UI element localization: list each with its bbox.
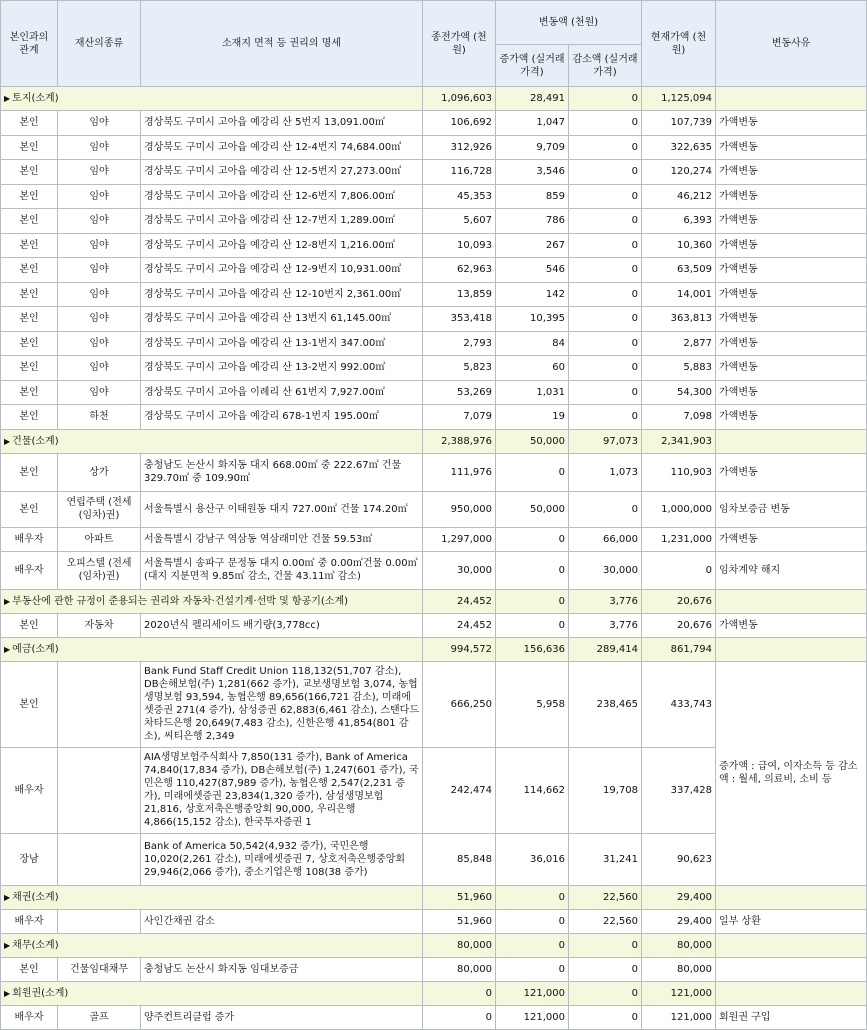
cell-prev-value: 106,692 [423,111,496,136]
cell-detail: 경상북도 구미시 고아읍 예강리 산 5번지 13,091.00㎡ [141,111,423,136]
cell-asset-kind: 임야 [58,160,141,185]
section-title-bond [1,885,423,909]
cell-prev-value: 30,000 [423,551,496,589]
table-row [1,160,867,185]
cell-relation: 본인 [1,160,58,185]
cell-inc-value: 786 [496,209,569,234]
cell-dec-value: 0 [569,1005,642,1029]
cell-prev-value: 13,859 [423,282,496,307]
cell-reason: 증가액 : 급여, 이자소득 등 감소액 : 월세, 의료비, 소비 등 [716,661,867,885]
section-title-bldg [1,429,423,453]
header-reason: 변동사유 [716,1,867,87]
cell-relation: 본인 [1,111,58,136]
cell-detail: 사인간채권 감소 [141,909,423,933]
cell-dec-value: 1,073 [569,453,642,491]
table-row [1,331,867,356]
cell-detail: 경상북도 구미시 고아읍 예강리 산 12-6번지 7,806.00㎡ [141,184,423,209]
cell-inc-value: 10,395 [496,307,569,332]
cell-reason: 가액변동 [716,160,867,185]
cell-relation: 본인 [1,331,58,356]
cell-reason: 가액변동 [716,233,867,258]
section-dec-value: 97,073 [569,429,642,453]
cell-prev-value: 5,823 [423,356,496,381]
cell-prev-value: 10,093 [423,233,496,258]
cell-detail: 경상북도 구미시 고아읍 예강리 산 12-9번지 10,931.00㎡ [141,258,423,283]
cell-dec-value: 3,776 [569,613,642,637]
cell-reason: 회원권 구입 [716,1005,867,1029]
cell-detail: 서울특별시 강남구 역삼동 역삼래미안 건물 59.53㎡ [141,527,423,551]
section-row-debt [1,933,867,957]
section-reason-cell [716,87,867,111]
cell-inc-value: 0 [496,453,569,491]
section-title-label: 부동산에 관한 규정이 준용되는 권리와 자동차·건설기계·선박 및 항공기(소계) [12,595,349,607]
cell-cur-value: 80,000 [642,957,716,981]
cell-cur-value: 63,509 [642,258,716,283]
cell-dec-value: 22,560 [569,909,642,933]
cell-cur-value: 337,428 [642,747,716,833]
cell-cur-value: 46,212 [642,184,716,209]
header-prev-value: 종전가액 (천원) [423,1,496,87]
cell-asset-kind: 하천 [58,405,141,430]
cell-detail: 충청남도 논산시 화지동 대지 668.00㎡ 중 222.67㎡ 건물 329.70㎡ 중 109.90㎡ [141,453,423,491]
section-title-label: 예금(소계) [12,643,59,655]
cell-inc-value: 0 [496,909,569,933]
cell-dec-value: 0 [569,233,642,258]
cell-cur-value: 90,623 [642,833,716,885]
cell-dec-value: 0 [569,957,642,981]
cell-dec-value: 0 [569,258,642,283]
cell-asset-kind: 임야 [58,233,141,258]
cell-relation: 본인 [1,957,58,981]
cell-detail: 충청남도 논산시 화지동 임대보증금 [141,957,423,981]
triangle-right-icon: ▶ [4,436,11,446]
cell-asset-kind: 임야 [58,209,141,234]
cell-asset-kind: 자동차 [58,613,141,637]
section-row-bldg [1,429,867,453]
cell-asset-kind: 임야 [58,307,141,332]
cell-dec-value: 0 [569,356,642,381]
cell-dec-value: 0 [569,491,642,527]
table-row [1,491,867,527]
cell-prev-value: 80,000 [423,957,496,981]
cell-dec-value: 0 [569,135,642,160]
cell-reason: 가액변동 [716,307,867,332]
cell-cur-value: 29,400 [642,909,716,933]
section-title-debt [1,933,423,957]
cell-dec-value: 0 [569,209,642,234]
cell-dec-value: 0 [569,405,642,430]
cell-inc-value: 60 [496,356,569,381]
cell-asset-kind: 임야 [58,184,141,209]
cell-relation: 본인 [1,356,58,381]
cell-prev-value: 242,474 [423,747,496,833]
cell-detail: AIA생명보험주식회사 7,850(131 증가), Bank of America 74,840(17,834 증가), DB손해보험(주) 1,247(601 증가), 국민은행 110,427(87,989 증가), 농협은행 2,547(2,231 증가), 미래에셋증권 23,834(1,320 증가), 삼성생명보험 21,816, 상호저축은행중앙회 90,000, 우리은행 4,866(15,152 감소), 한국투자증권 1 [141,747,423,833]
section-inc-value: 50,000 [496,429,569,453]
cell-relation: 본인 [1,405,58,430]
section-row-member [1,981,867,1005]
cell-detail: 양주컨트리클럽 증가 [141,1005,423,1029]
cell-inc-value: 114,662 [496,747,569,833]
cell-inc-value: 267 [496,233,569,258]
cell-prev-value: 45,353 [423,184,496,209]
section-title-label: 토지(소계) [12,93,59,104]
cell-detail: 경상북도 구미시 고아읍 예강리 산 12-8번지 1,216.00㎡ [141,233,423,258]
cell-reason: 가액변동 [716,135,867,160]
cell-dec-value: 0 [569,331,642,356]
cell-prev-value: 53,269 [423,380,496,405]
section-prev-value: 994,572 [423,637,496,661]
cell-detail: 경상북도 구미시 고아읍 예강리 산 12-5번지 27,273.00㎡ [141,160,423,185]
cell-relation: 본인 [1,135,58,160]
section-row-deposit [1,637,867,661]
cell-detail: 서울특별시 용산구 이태원동 대지 727.00㎡ 건물 174.20㎡ [141,491,423,527]
cell-relation: 배우자 [1,551,58,589]
cell-cur-value: 1,231,000 [642,527,716,551]
cell-relation: 본인 [1,380,58,405]
cell-cur-value: 1,000,000 [642,491,716,527]
section-title-vehicle [1,589,423,613]
cell-cur-value: 121,000 [642,1005,716,1029]
table-row [1,1005,867,1029]
header-detail: 소재지 면적 등 권리의 명세 [141,1,423,87]
cell-asset-kind: 골프 [58,1005,141,1029]
section-reason-cell [716,637,867,661]
section-dec-value: 289,414 [569,637,642,661]
cell-inc-value: 546 [496,258,569,283]
table-row [1,111,867,136]
cell-inc-value: 859 [496,184,569,209]
section-prev-value: 0 [423,981,496,1005]
cell-cur-value: 5,883 [642,356,716,381]
cell-asset-kind: 임야 [58,135,141,160]
cell-inc-value: 84 [496,331,569,356]
section-prev-value: 80,000 [423,933,496,957]
cell-cur-value: 14,001 [642,282,716,307]
cell-cur-value: 20,676 [642,613,716,637]
cell-reason: 임차계약 해지 [716,551,867,589]
triangle-right-icon: ▶ [4,644,11,654]
cell-cur-value: 322,635 [642,135,716,160]
cell-relation: 본인 [1,307,58,332]
section-row-land [1,87,867,111]
cell-reason: 가액변동 [716,258,867,283]
triangle-right-icon: ▶ [4,94,11,103]
cell-reason: 가액변동 [716,209,867,234]
cell-detail: 경상북도 구미시 고아읍 예강리 산 13-1번지 347.00㎡ [141,331,423,356]
section-prev-value: 24,452 [423,589,496,613]
cell-reason [716,957,867,981]
cell-reason: 가액변동 [716,356,867,381]
triangle-right-icon: ▶ [4,596,11,606]
cell-dec-value: 0 [569,184,642,209]
table-row [1,282,867,307]
cell-detail: 경상북도 구미시 고아읍 예강리 산 13-2번지 992.00㎡ [141,356,423,381]
cell-dec-value: 0 [569,111,642,136]
cell-cur-value: 433,743 [642,661,716,747]
cell-cur-value: 10,360 [642,233,716,258]
cell-reason: 가액변동 [716,453,867,491]
cell-reason: 가액변동 [716,184,867,209]
section-title-label: 회원권(소계) [12,987,69,999]
section-row-vehicle [1,589,867,613]
cell-inc-value: 36,016 [496,833,569,885]
section-reason-cell [716,933,867,957]
cell-asset-kind: 건물임대채무 [58,957,141,981]
section-inc-value: 0 [496,885,569,909]
section-row-bond [1,885,867,909]
table-row [1,613,867,637]
cell-relation: 본인 [1,453,58,491]
cell-prev-value: 116,728 [423,160,496,185]
cell-detail: 경상북도 구미시 고아읍 예강리 산 13번지 61,145.00㎡ [141,307,423,332]
cell-inc-value: 142 [496,282,569,307]
cell-reason: 가액변동 [716,331,867,356]
header-relation: 본인과의 관계 [1,1,58,87]
cell-asset-kind [58,909,141,933]
header-kind: 재산의종류 [58,1,141,87]
cell-inc-value: 50,000 [496,491,569,527]
section-title-member [1,981,423,1005]
section-dec-value: 22,560 [569,885,642,909]
cell-prev-value: 7,079 [423,405,496,430]
section-cur-value: 20,676 [642,589,716,613]
cell-prev-value: 950,000 [423,491,496,527]
cell-prev-value: 85,848 [423,833,496,885]
cell-cur-value: 2,877 [642,331,716,356]
cell-inc-value: 121,000 [496,1005,569,1029]
cell-inc-value: 0 [496,613,569,637]
cell-reason: 가액변동 [716,405,867,430]
header-decrease: 감소액 (실거래가격) [569,45,642,87]
header-change: 변동액 (천원) [496,1,642,45]
section-prev-value: 51,960 [423,885,496,909]
section-prev-value: 2,388,976 [423,429,496,453]
cell-asset-kind: 아파트 [58,527,141,551]
cell-prev-value: 2,793 [423,331,496,356]
cell-relation: 장남 [1,833,58,885]
cell-prev-value: 24,452 [423,613,496,637]
cell-relation: 본인 [1,233,58,258]
section-title-label: 채무(소계) [12,939,59,951]
cell-cur-value: 6,393 [642,209,716,234]
cell-asset-kind: 오피스텔 (전세(임차)권) [58,551,141,589]
cell-dec-value: 0 [569,160,642,185]
table-row [1,661,867,747]
cell-detail: 경상북도 구미시 고아읍 예강리 산 12-10번지 2,361.00㎡ [141,282,423,307]
cell-relation: 배우자 [1,527,58,551]
cell-asset-kind: 임야 [58,258,141,283]
cell-reason: 가액변동 [716,282,867,307]
cell-inc-value: 0 [496,957,569,981]
cell-cur-value: 107,739 [642,111,716,136]
cell-asset-kind [58,833,141,885]
cell-asset-kind: 임야 [58,282,141,307]
section-title-label: 채권(소계) [12,891,59,903]
cell-cur-value: 110,903 [642,453,716,491]
section-cur-value: 861,794 [642,637,716,661]
cell-relation: 본인 [1,209,58,234]
cell-asset-kind [58,661,141,747]
table-row [1,380,867,405]
cell-relation: 본인 [1,491,58,527]
cell-prev-value: 62,963 [423,258,496,283]
section-cur-value: 2,341,903 [642,429,716,453]
section-dec-value: 0 [569,87,642,111]
cell-asset-kind: 임야 [58,356,141,381]
table-row [1,527,867,551]
section-reason-cell [716,981,867,1005]
cell-detail: 2020년식 펠리세이드 배기량(3,778cc) [141,613,423,637]
table-row [1,135,867,160]
section-dec-value: 3,776 [569,589,642,613]
section-inc-value: 0 [496,589,569,613]
cell-inc-value: 0 [496,551,569,589]
cell-reason: 일부 상환 [716,909,867,933]
section-inc-value: 156,636 [496,637,569,661]
cell-asset-kind [58,747,141,833]
section-inc-value: 28,491 [496,87,569,111]
cell-detail: 경상북도 구미시 고아읍 예강리 678-1번지 195.00㎡ [141,405,423,430]
cell-inc-value: 9,709 [496,135,569,160]
section-title-land [1,87,423,111]
cell-prev-value: 5,607 [423,209,496,234]
cell-detail: 경상북도 구미시 고아읍 예강리 산 12-7번지 1,289.00㎡ [141,209,423,234]
cell-relation: 배우자 [1,1005,58,1029]
cell-detail: 경상북도 구미시 고아읍 이례리 산 61번지 7,927.00㎡ [141,380,423,405]
cell-prev-value: 353,418 [423,307,496,332]
table-row [1,307,867,332]
cell-prev-value: 0 [423,1005,496,1029]
cell-prev-value: 312,926 [423,135,496,160]
cell-relation: 본인 [1,613,58,637]
section-title-label: 건물(소계) [12,435,59,447]
table-row [1,356,867,381]
cell-detail: Bank Fund Staff Credit Union 118,132(51,707 감소), DB손해보험(주) 1,281(662 증가), 교보생명보험 3,074, 농협생명보험 93,594, 농협은행 89,656(166,721 감소), 미래에셋증권 271(4 증가), 삼성증권 62,883(6,461 감소), 스탠다드차타드은행 20,649(7,483 감소), 신한은행 41,854(801 감소), 씨티은행 2,349 [141,661,423,747]
cell-detail: Bank of America 50,542(4,932 증가), 국민은행 10,020(2,261 감소), 미래에셋증권 7, 상호저축은행중앙회 29,946(2,066 증가), 중소기업은행 108(38 증가) [141,833,423,885]
cell-dec-value: 31,241 [569,833,642,885]
cell-prev-value: 51,960 [423,909,496,933]
section-cur-value: 121,000 [642,981,716,1005]
table-row [1,258,867,283]
cell-prev-value: 111,976 [423,453,496,491]
table-row [1,957,867,981]
cell-asset-kind: 임야 [58,111,141,136]
cell-relation: 본인 [1,661,58,747]
cell-dec-value: 66,000 [569,527,642,551]
cell-reason: 가액변동 [716,527,867,551]
cell-cur-value: 363,813 [642,307,716,332]
cell-inc-value: 3,546 [496,160,569,185]
table-row [1,233,867,258]
table-row [1,405,867,430]
cell-cur-value: 54,300 [642,380,716,405]
cell-relation: 본인 [1,282,58,307]
cell-detail: 서울특별시 송파구 문정동 대지 0.00㎡ 중 0.00㎡건물 0.00㎡ (대지 지분면적 9.85㎡ 감소, 건물 43.11㎡ 감소) [141,551,423,589]
cell-prev-value: 666,250 [423,661,496,747]
cell-reason: 가액변동 [716,613,867,637]
cell-reason: 가액변동 [716,111,867,136]
cell-cur-value: 0 [642,551,716,589]
cell-prev-value: 1,297,000 [423,527,496,551]
cell-dec-value: 238,465 [569,661,642,747]
cell-asset-kind: 임야 [58,380,141,405]
section-inc-value: 0 [496,933,569,957]
header-current-value: 현재가액 (천원) [642,1,716,87]
section-reason-cell [716,429,867,453]
cell-inc-value: 5,958 [496,661,569,747]
section-title-deposit [1,637,423,661]
cell-dec-value: 19,708 [569,747,642,833]
cell-relation: 본인 [1,184,58,209]
cell-relation: 배우자 [1,747,58,833]
table-row [1,184,867,209]
cell-asset-kind: 연립주택 (전세(임차)권) [58,491,141,527]
cell-reason: 임차보증금 변동 [716,491,867,527]
table-row [1,909,867,933]
section-cur-value: 29,400 [642,885,716,909]
cell-inc-value: 0 [496,527,569,551]
cell-inc-value: 19 [496,405,569,430]
cell-asset-kind: 임야 [58,331,141,356]
cell-dec-value: 0 [569,380,642,405]
cell-relation: 본인 [1,258,58,283]
cell-asset-kind: 상가 [58,453,141,491]
cell-reason: 가액변동 [716,380,867,405]
section-dec-value: 0 [569,981,642,1005]
triangle-right-icon: ▶ [4,892,11,902]
section-inc-value: 121,000 [496,981,569,1005]
section-prev-value: 1,096,603 [423,87,496,111]
cell-dec-value: 30,000 [569,551,642,589]
cell-detail: 경상북도 구미시 고아읍 예강리 산 12-4번지 74,684.00㎡ [141,135,423,160]
cell-relation: 배우자 [1,909,58,933]
section-cur-value: 1,125,094 [642,87,716,111]
cell-dec-value: 0 [569,307,642,332]
triangle-right-icon: ▶ [4,988,11,998]
cell-inc-value: 1,047 [496,111,569,136]
section-reason-cell [716,589,867,613]
section-cur-value: 80,000 [642,933,716,957]
cell-cur-value: 120,274 [642,160,716,185]
cell-dec-value: 0 [569,282,642,307]
table-row [1,209,867,234]
table-row [1,551,867,589]
section-reason-cell [716,885,867,909]
header-increase: 증가액 (실거래가격) [496,45,569,87]
table-body [1,87,867,1030]
section-dec-value: 0 [569,933,642,957]
triangle-right-icon: ▶ [4,940,11,950]
cell-cur-value: 7,098 [642,405,716,430]
cell-inc-value: 1,031 [496,380,569,405]
table-row [1,453,867,491]
